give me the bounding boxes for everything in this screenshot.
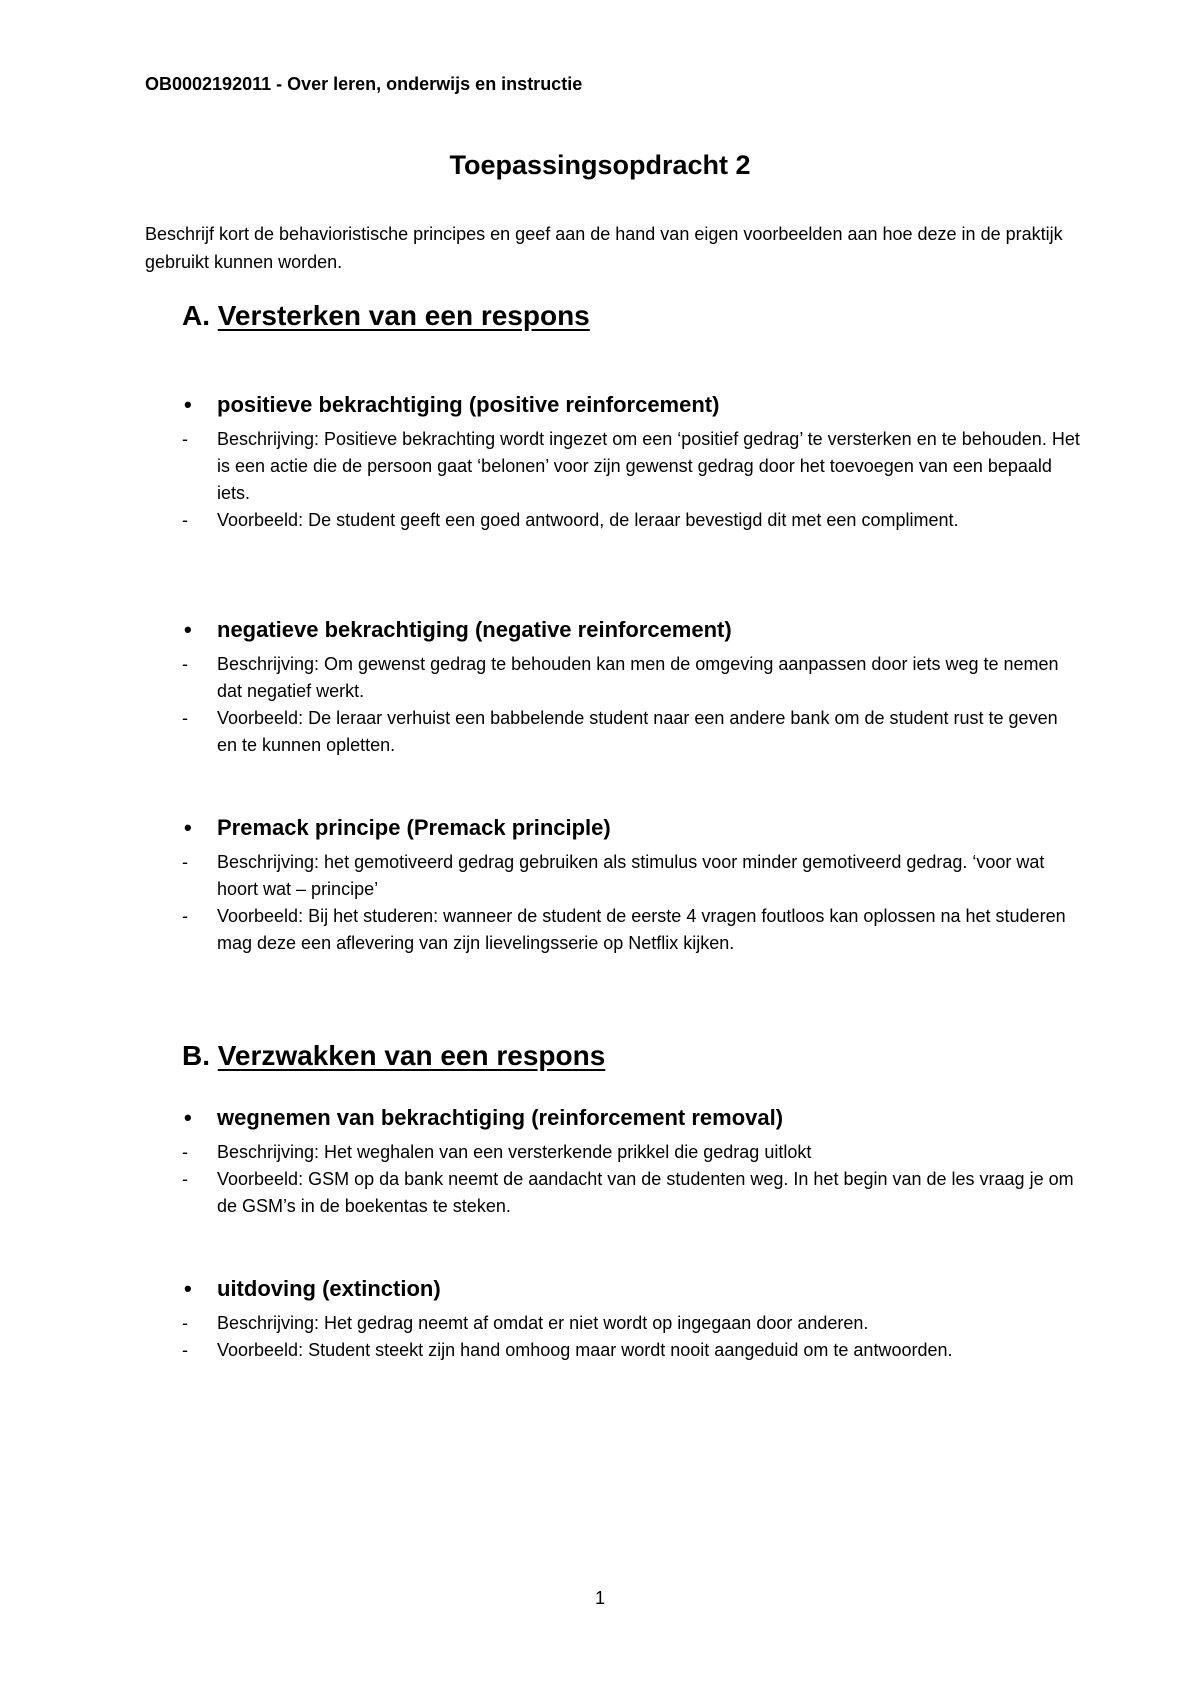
example-text: Voorbeeld: Bij het studeren: wanneer de student de eerste 4 vragen foutloos kan oplossen na het studeren mag deze een aflevering van zijn lievelingsserie op Netflix kijken.: [217, 906, 1066, 953]
description-text: Beschrijving: Het gedrag neemt af omdat er niet wordt op ingegaan door anderen.: [217, 1313, 869, 1333]
principle-reinforcement-removal: [182, 1105, 1082, 1220]
dash-icon: -: [182, 429, 188, 449]
principle-title: [182, 617, 1082, 643]
principle-title: [182, 1105, 1082, 1131]
dash-icon: -: [182, 1169, 188, 1189]
principle-example: [182, 705, 1082, 759]
principle-premack: [182, 815, 1082, 957]
bullet-icon: •: [184, 392, 192, 417]
principle-positive-reinforcement: [182, 392, 1082, 534]
principle-title: [182, 815, 1082, 841]
principle-description: [182, 1310, 1082, 1337]
section-heading-a: [182, 300, 590, 332]
bullet-icon: •: [184, 617, 192, 642]
assignment-intro: Beschrijf kort de behavioristische principes en geef aan de hand van eigen voorbeelden aan hoe deze in de praktijk gebruikt kunnen worden.: [145, 224, 1063, 272]
principle-extinction: [182, 1276, 1082, 1364]
principle-description: [182, 426, 1082, 507]
section-name: Verzwakken van een respons: [217, 1040, 606, 1071]
principle-example: [182, 903, 1082, 957]
dash-icon: -: [182, 1142, 188, 1162]
principle-title-text: uitdoving (extinction): [217, 1276, 441, 1301]
example-text: Voorbeeld: GSM op da bank neemt de aandacht van de studenten weg. In het begin van de les vraag je om de GSM’s in de boekentas te steken.: [217, 1169, 1074, 1216]
section-letter: B.: [182, 1040, 210, 1071]
section-letter: A.: [182, 300, 210, 331]
principle-title: [182, 392, 1082, 418]
principle-example: [182, 507, 1082, 534]
principle-description: [182, 651, 1082, 705]
description-text: Beschrijving: Het weghalen van een versterkende prikkel die gedrag uitlokt: [217, 1142, 812, 1162]
page-number: 1: [594, 1588, 605, 1608]
dash-icon: -: [182, 708, 188, 728]
description-text: Beschrijving: Om gewenst gedrag te behouden kan men de omgeving aanpassen door iets weg te nemen dat negatief werkt.: [217, 654, 1059, 701]
description-text: Beschrijving: Positieve bekrachting wordt ingezet om een ‘positief gedrag’ te versterken en te behouden. Het is een actie die de persoon gaat ‘belonen’ voor zijn gewenst gedrag door het toevoegen van een bepaald iets.: [217, 429, 1080, 503]
principle-title-text: positieve bekrachtiging (positive reinforcement): [217, 392, 720, 417]
principle-description: [182, 1139, 1082, 1166]
dash-icon: -: [182, 906, 188, 926]
document-title: Toepassingsopdracht 2: [449, 150, 751, 180]
dash-icon: -: [182, 654, 188, 674]
bullet-icon: •: [184, 1105, 192, 1130]
example-text: Voorbeeld: De leraar verhuist een babbelende student naar een andere bank om de student rust te geven en te kunnen opletten.: [217, 708, 1058, 755]
principle-example: [182, 1166, 1082, 1220]
running-header: OB0002192011 - Over leren, onderwijs en instructie: [145, 74, 583, 94]
bullet-icon: •: [184, 1276, 192, 1301]
dash-icon: -: [182, 510, 188, 530]
principle-title-text: wegnemen van bekrachtiging (reinforcement removal): [217, 1105, 784, 1130]
dash-icon: -: [182, 1313, 188, 1333]
principle-example: [182, 1337, 1082, 1364]
section-name: Versterken van een respons: [217, 300, 590, 331]
principle-title-text: Premack principe (Premack principle): [217, 815, 611, 840]
principle-title-text: negatieve bekrachtiging (negative reinforcement): [217, 617, 732, 642]
section-heading-b: [182, 1040, 605, 1072]
principle-description: [182, 849, 1082, 903]
example-text: Voorbeeld: Student steekt zijn hand omhoog maar wordt nooit aangeduid om te antwoorden.: [217, 1340, 953, 1360]
principle-title: [182, 1276, 1082, 1302]
bullet-icon: •: [184, 815, 192, 840]
principle-negative-reinforcement: [182, 617, 1082, 759]
dash-icon: -: [182, 1340, 188, 1360]
description-text: Beschrijving: het gemotiveerd gedrag gebruiken als stimulus voor minder gemotiveerd gedrag. ‘voor wat hoort wat – principe’: [217, 852, 1045, 899]
example-text: Voorbeeld: De student geeft een goed antwoord, de leraar bevestigd dit met een compliment.: [217, 510, 959, 530]
dash-icon: -: [182, 852, 188, 872]
